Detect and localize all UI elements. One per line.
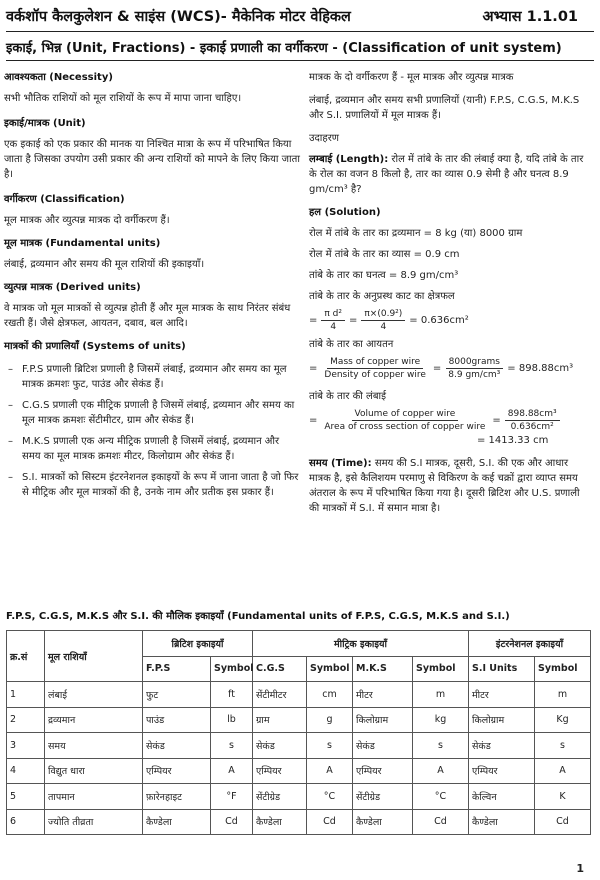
- fraction: $\frac{\text{898.88cm³}}{\text{0.636cm²}}$: [505, 408, 560, 433]
- table-cell: ft: [211, 682, 253, 708]
- table-row: [7, 809, 591, 835]
- page-subtitle: इकाई, भिन्न (Unit, Fractions) - इकाई प्रणाली का वर्गीकरण - (Classification of unit system): [6, 41, 562, 56]
- table-cell: ग्राम: [253, 707, 307, 733]
- header-metric: मीट्रिक इकाइयाँ: [253, 631, 469, 657]
- table-cell: 1: [7, 682, 45, 708]
- table-cell: फ़ारेनहाइट: [143, 784, 211, 810]
- table-cell: सेकंड: [143, 733, 211, 759]
- systems-list: [4, 362, 300, 500]
- table-cell: kg: [413, 707, 469, 733]
- table-cell: कैण्डेला: [253, 809, 307, 835]
- volume-result: = 898.88cm³: [507, 363, 574, 374]
- example-label: उदाहरण: [309, 133, 340, 144]
- table-cell: g: [307, 707, 353, 733]
- table-cell: किलोग्राम: [469, 707, 535, 733]
- subtitle-rule: [6, 60, 594, 61]
- fraction: $\frac{\text{π d²}}{4}$: [321, 308, 345, 333]
- classification-heading: वर्गीकरण (Classification): [4, 194, 125, 205]
- table-cell: सेकंड: [253, 733, 307, 759]
- fundamental-heading: मूल मात्रक (Fundamental units): [4, 238, 161, 249]
- volume-equation: = $\frac{\text{Mass of copper wire}}{\text{Density of copper wire}}$ = $\frac{\text{8000grams}}{\text{8.9 gm/cm³}}$ = 898.88cm³: [309, 357, 574, 380]
- left-column: [4, 70, 300, 506]
- subheader-cell: M.K.S: [353, 656, 413, 682]
- table-cell: Cd: [211, 809, 253, 835]
- table-cell: °C: [307, 784, 353, 810]
- header-sno: क्र.सं: [7, 631, 45, 682]
- header-quantity: मूल राशियाँ: [45, 631, 143, 682]
- table-cell: °C: [413, 784, 469, 810]
- list-item: – M.K.S प्रणाली एक अन्य मीट्रिक प्रणाली है जिसमें लंबाई, द्रव्यमान और समय का मूल मात्रक क्रमशः मीटर, किलोग्राम और सेकंड हैं।: [4, 434, 300, 464]
- table-cell: 5: [7, 784, 45, 810]
- table-caption: F.P.S, C.G.S, M.K.S और S.I. की मौलिक इकाइयाँ (Fundamental units of F.P.S, C.G.S, M.K.S and S.I.): [6, 611, 510, 622]
- table-cell: 2: [7, 707, 45, 733]
- table-row: [7, 707, 591, 733]
- table-cell: कैण्डेला: [143, 809, 211, 835]
- length-label: लम्बाई (Length):: [309, 154, 389, 165]
- time-paragraph: [309, 456, 591, 516]
- table-cell: समय: [45, 733, 143, 759]
- table-cell: किलोग्राम: [353, 707, 413, 733]
- table-cell: फुट: [143, 682, 211, 708]
- table-row: [7, 733, 591, 759]
- fraction: $\frac{\text{π×(0.9²)}}{4}$: [361, 308, 405, 333]
- length-result: = 1413.33 cm: [477, 435, 549, 446]
- fraction: $\frac{\text{Volume of copper wire}}{\text{Area of cross section of copper wire}}$: [324, 409, 486, 432]
- header-title: वर्कशॉप कैलकुलेशन & साइंस (WCS)- मैकेनिक मोटर वेहिकल: [6, 9, 351, 25]
- derived-text: वे मात्रक जो मूल मात्रकों से व्युत्पन्न होती हैं और मूल मात्रक के साथ निरंतर संबंध रखती हैं। जैसे क्षेत्रफल, आयतन, दबाव, बल आदि।: [4, 303, 291, 329]
- table-cell: केल्विन: [469, 784, 535, 810]
- area-equation: = $\frac{\text{π d²}}{4}$ = $\frac{\text{π×(0.9²)}}{4}$ = 0.636cm²: [309, 309, 469, 332]
- page-number: 1: [576, 862, 584, 875]
- time-label: समय (Time):: [309, 458, 372, 469]
- subheader-cell: Symbol: [535, 656, 591, 682]
- table-cell: विद्युत धारा: [45, 758, 143, 784]
- table-cell: सेंटीमीटर: [253, 682, 307, 708]
- list-item: – F.P.S प्रणाली ब्रिटिश प्रणाली है जिसमें लंबाई, द्रव्यमान और समय का मूल मात्रक क्रमशः फुट, पाउंड और सेकंड हैं।: [4, 362, 300, 392]
- classification-text: मूल मात्रक और व्युत्पन्न मात्रक दो वर्गीकरण हैं।: [4, 215, 170, 226]
- table-cell: A: [211, 758, 253, 784]
- table-cell: 4: [7, 758, 45, 784]
- table-cell: सेंटीग्रेड: [353, 784, 413, 810]
- length-question: [309, 152, 591, 197]
- necessity-text: सभी भौतिक राशियों को मूल राशियों के रूप में मापा जाना चाहिए।: [4, 93, 242, 104]
- table-cell: मीटर: [469, 682, 535, 708]
- table-cell: ज्योति तीव्रता: [45, 809, 143, 835]
- table-cell: s: [211, 733, 253, 759]
- time-text: समय की S.I मात्रक, दूसरी, S.I. की एक और आधार मात्रक है, इसे कैलिशयम परमाणु से विकिरण के कई चक्रों द्वारा व्याप्त समय अंतराल के रूप में परिभाषित किया गया है। दूसरी ब्रिटिश और U.S. प्रणाली की मात्रकों में S.I. में समान मात्रा है।: [309, 458, 580, 514]
- intro-fundamental: लंबाई, द्रव्यमान और समय सभी प्रणालियों (यानी) F.P.S, C.G.S, M.K.S और S.I. प्रणालियों में मूल मात्रक हैं।: [309, 95, 580, 121]
- intro-classification: मात्रक के दो वर्गीकरण हैं - मूल मात्रक और व्युत्पन्न मात्रक: [309, 72, 514, 83]
- subheader-cell: C.G.S: [253, 656, 307, 682]
- table-row: [7, 784, 591, 810]
- header-international: इंटरनेशनल इकाइयाँ: [469, 631, 591, 657]
- table-cell: Kg: [535, 707, 591, 733]
- table-cell: 3: [7, 733, 45, 759]
- table-cell: lb: [211, 707, 253, 733]
- table-cell: एम्पियर: [353, 758, 413, 784]
- mass-line: रोल में तांबे के तार का द्रव्यमान = 8 kg (या) 8000 ग्राम: [309, 228, 523, 239]
- table-header-row: [7, 631, 591, 657]
- table-cell: cm: [307, 682, 353, 708]
- necessity-heading: आवश्यकता (Necessity): [4, 72, 113, 83]
- exercise-number: अभ्यास 1.1.01: [482, 9, 578, 25]
- table-cell: लंबाई: [45, 682, 143, 708]
- table-cell: K: [535, 784, 591, 810]
- table-cell: Cd: [413, 809, 469, 835]
- table-cell: s: [307, 733, 353, 759]
- table-cell: m: [413, 682, 469, 708]
- table-cell: एम्पियर: [469, 758, 535, 784]
- table-cell: A: [307, 758, 353, 784]
- table-cell: A: [413, 758, 469, 784]
- table-cell: s: [413, 733, 469, 759]
- fraction: $\frac{\text{Mass of copper wire}}{\text{Density of copper wire}}$: [324, 357, 426, 380]
- table-cell: s: [535, 733, 591, 759]
- fraction: $\frac{\text{8000grams}}{\text{8.9 gm/cm³}}$: [445, 356, 503, 381]
- volume-label: तांबे के तार का आयतन: [309, 339, 394, 350]
- wire-length-label: तांबे के तार की लंबाई: [309, 391, 387, 402]
- table-cell: °F: [211, 784, 253, 810]
- unit-text: एक इकाई को एक प्रकार की मानक या निश्चित मात्रा के रूप में परिभाषित किया जाता है जिसका उपयोग उसी प्रकार की अन्य राशियों को मापने के लिए किया जाता है।: [4, 139, 300, 180]
- page-header: [0, 0, 600, 32]
- table-cell: एम्पियर: [253, 758, 307, 784]
- subheader-cell: Symbol: [307, 656, 353, 682]
- table-cell: m: [535, 682, 591, 708]
- length-text: रोल में तांबे के तार की लंबाई क्या है, यदि तांबे के तार के रोल का वजन 8 किलो है, तार का व्यास 0.9 सेमी है और घनत्व 8.9 gm/cm³ है?: [309, 154, 584, 195]
- systems-heading: मात्रकों की प्रणालियाँ (Systems of units): [4, 341, 186, 352]
- table-cell: तापमान: [45, 784, 143, 810]
- header-british: ब्रिटिश इकाइयाँ: [143, 631, 253, 657]
- table-row: [7, 758, 591, 784]
- list-item: – C.G.S प्रणाली एक मीट्रिक प्रणाली है जिसमें लंबाई, द्रव्यमान और समय का मूल मात्रक क्रमशः सेंटीमीटर, ग्राम और सेकंड हैं।: [4, 398, 300, 428]
- table-cell: सेकंड: [353, 733, 413, 759]
- fundamental-text: लंबाई, द्रव्यमान और समय की मूल राशियों की इकाइयाँ।: [4, 259, 205, 270]
- table-cell: Cd: [535, 809, 591, 835]
- diameter-line: रोल में तांबे के तार का व्यास = 0.9 cm: [309, 249, 460, 260]
- solution-heading: हल (Solution): [309, 207, 381, 218]
- subheader-cell: Symbol: [413, 656, 469, 682]
- table-cell: सेंटीग्रेड: [253, 784, 307, 810]
- table-cell: A: [535, 758, 591, 784]
- subheader-cell: Symbol: [211, 656, 253, 682]
- table-cell: मीटर: [353, 682, 413, 708]
- table-cell: Cd: [307, 809, 353, 835]
- right-column: [309, 70, 591, 516]
- table-cell: पाउंड: [143, 707, 211, 733]
- header-rule: [6, 31, 594, 32]
- list-item: – S.I. मात्रकों को सिस्टम इंटरनेशनल इकाइयों के रूप में जाना जाता है जो फिर से मीट्रिक और मूल मात्रकों की है, उनके नाम और प्रतीक इस प्रकार हैं।: [4, 470, 300, 500]
- subheader-cell: F.P.S: [143, 656, 211, 682]
- length-equation: = $\frac{\text{Volume of copper wire}}{\text{Area of cross section of copper wire}}$ = $\frac{\text{898.88cm³}}{\text{0.636cm²}}$: [309, 408, 591, 433]
- table-cell: द्रव्यमान: [45, 707, 143, 733]
- table-row: [7, 682, 591, 708]
- table-cell: कैण्डेला: [353, 809, 413, 835]
- cross-section-label: तांबे के तार के अनुप्रस्थ काट का क्षेत्रफल: [309, 291, 455, 302]
- subheader-cell: S.I Units: [469, 656, 535, 682]
- density-line: तांबे के तार का घनत्व = 8.9 gm/cm³: [309, 270, 459, 281]
- table-cell: सेकंड: [469, 733, 535, 759]
- area-result: = 0.636cm²: [409, 315, 469, 326]
- units-table: [6, 630, 591, 835]
- table-cell: एम्पियर: [143, 758, 211, 784]
- table-cell: 6: [7, 809, 45, 835]
- table-cell: कैण्डेला: [469, 809, 535, 835]
- unit-heading: इकाई/मात्रक (Unit): [4, 118, 86, 129]
- derived-heading: व्युत्पन्न मात्रक (Derived units): [4, 282, 141, 293]
